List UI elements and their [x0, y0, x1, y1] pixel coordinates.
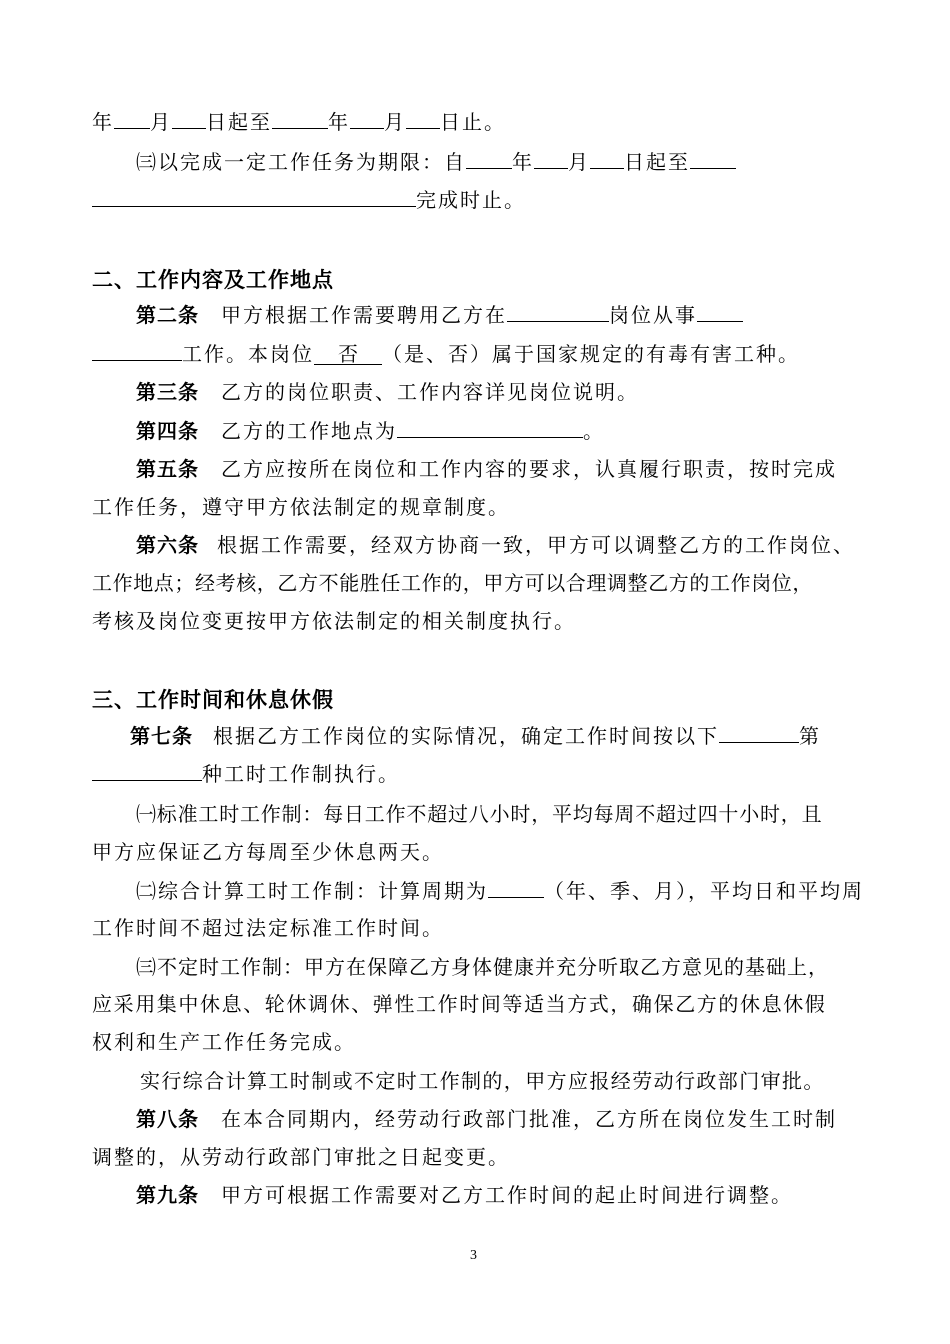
item-1-line-2: 甲方应保证乙方每周至少休息两天。	[92, 840, 444, 864]
article-9: 第九条 甲方可根据工作需要对乙方工作时间的起止时间进行调整。	[136, 1183, 793, 1207]
article-8-line-2: 调整的，从劳动行政部门审批之日起变更。	[92, 1145, 510, 1169]
article-label: 第二条	[136, 303, 199, 327]
article-label: 第九条	[136, 1183, 199, 1207]
article-5-line-1: 第五条 乙方应按所在岗位和工作内容的要求，认真履行职责，按时完成	[136, 457, 837, 481]
hazard-value: 否	[314, 344, 382, 365]
term-line-dates: 年 月 日起至 年 月 日止。	[92, 110, 506, 134]
article-label: 第八条	[136, 1107, 199, 1131]
article-7-line-2: 种工时工作制执行。	[92, 760, 400, 788]
term-task-line-2: 完成时止。	[92, 186, 526, 214]
article-3: 第三条 乙方的岗位职责、工作内容详见岗位说明。	[136, 380, 639, 404]
article-7-line-1: 第七条 根据乙方工作岗位的实际情况，确定工作时间按以下 第	[130, 724, 821, 748]
term-task-line: ㈢以完成一定工作任务为期限：自 年 月 日起至	[136, 148, 736, 176]
item-3-line-2: 应采用集中休息、轮休调休、弹性工作时间等适当方式，确保乙方的休息休假	[92, 992, 827, 1016]
article-4: 第四条 乙方的工作地点为 。	[136, 419, 605, 443]
article-6-line-3: 考核及岗位变更按甲方依法制定的相关制度执行。	[92, 609, 576, 633]
article-label: 第五条	[136, 457, 199, 481]
item-2-line-1: ㈡综合计算工时工作制：计算周期为 （年、季、月），平均日和平均周	[136, 879, 864, 903]
article-5-line-2: 工作任务，遵守甲方依法制定的规章制度。	[92, 495, 510, 519]
article-2-line-1: 第二条 甲方根据工作需要聘用乙方在 岗位从事	[136, 301, 743, 329]
approval-note: 实行综合计算工时制或不定时工作制的，甲方应报经劳动行政部门审批。	[140, 1069, 825, 1093]
item-2-line-2: 工作时间不超过法定标准工作时间。	[92, 916, 444, 940]
article-label: 第四条	[136, 419, 199, 443]
page-number: 3	[470, 1248, 477, 1263]
article-6-line-2: 工作地点；经考核，乙方不能胜任工作的，甲方可以合理调整乙方的工作岗位，	[92, 571, 813, 595]
item-1-line-1: ㈠标准工时工作制：每日工作不超过八小时，平均每周不超过四十小时，且	[136, 802, 823, 826]
article-label: 第七条	[130, 724, 193, 748]
item-3-line-1: ㈢不定时工作制：甲方在保障乙方身体健康并充分听取乙方意见的基础上，	[136, 955, 829, 979]
article-label: 第六条	[136, 533, 199, 557]
section-heading-2: 二、工作内容及工作地点	[92, 268, 334, 292]
article-6-line-1: 第六条 根据工作需要，经双方协商一致，甲方可以调整乙方的工作岗位、	[136, 533, 855, 557]
article-label: 第三条	[136, 380, 199, 404]
article-2-line-2: 工作。本岗位 否 （是、否）属于国家规定的有毒有害工种。	[92, 340, 800, 368]
section-heading-3: 三、工作时间和休息休假	[92, 688, 334, 712]
article-8-line-1: 第八条 在本合同期内，经劳动行政部门批准，乙方所在岗位发生工时制	[136, 1107, 837, 1131]
item-3-line-3: 权利和生产工作任务完成。	[92, 1030, 356, 1054]
